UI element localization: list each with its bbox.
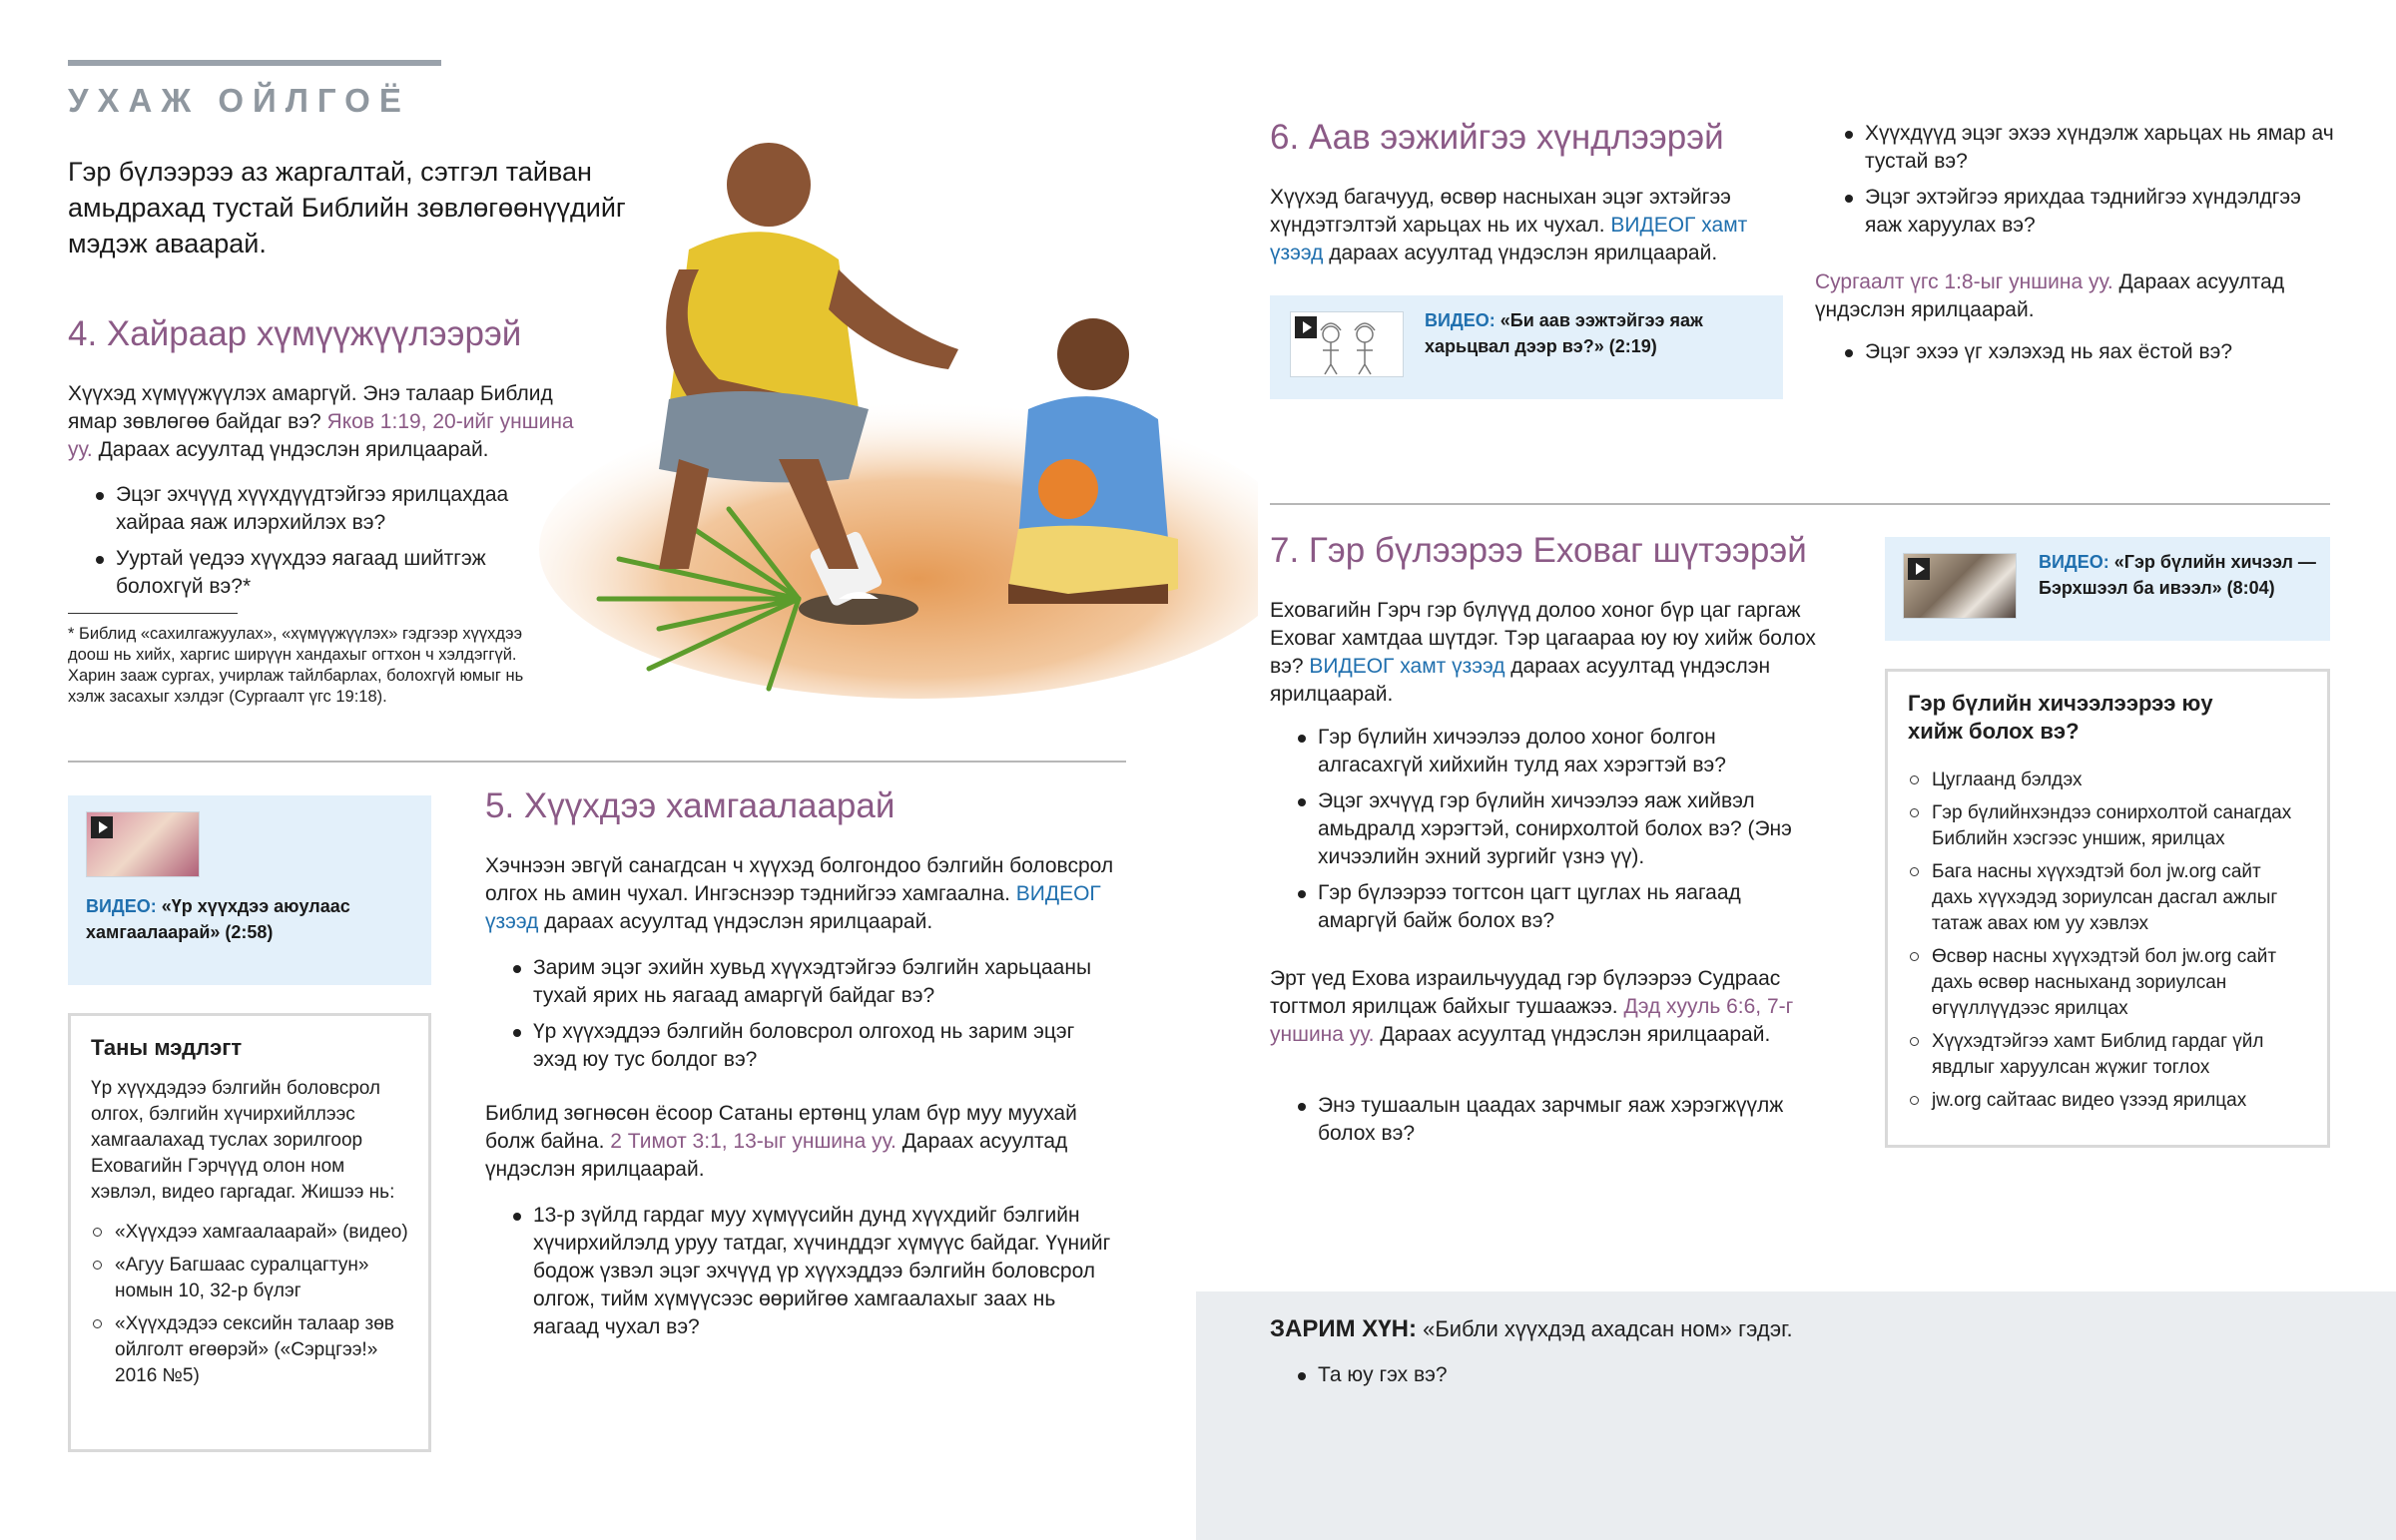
section-4-heading: 4. Хайраар хүмүүжүүлээрэй	[68, 314, 522, 353]
video-label: ВИДЕО:	[1425, 310, 1496, 330]
knowledge-box-title: Таны мэдлэгт	[91, 1035, 243, 1060]
list-item: Хүүхэдтэйгээ хамт Библид гардаг үйл явдлыг харуулсан жүжиг тоглох	[1908, 1029, 2307, 1081]
s5-text-b: дараах асуултад үндэслэн ярилцаарай.	[538, 910, 933, 933]
s7-text-b: дараах асуултад үндэслэн ярилцаарай.	[1270, 655, 1771, 706]
some-say-label: ЗАРИМ ХҮН:	[1270, 1315, 1417, 1342]
list-item: Хүүхдүүд эцэг эхээ хүндэлж харьцах нь ямар ач тустай вэ?	[1839, 120, 2338, 176]
s5-text-a: Хэчнээн эвгүй санагдсан ч хүүхэд болгондоо бэлгийн боловсрол олгох нь амин чухал. Ингэснээр тэднийгээ хамгаална.	[485, 854, 1114, 905]
section-6-heading: 6. Аав ээжийгээ хүндлээрэй	[1270, 118, 1724, 157]
knowledge-box-list	[91, 1220, 410, 1396]
video-thumbnail[interactable]	[1290, 311, 1404, 377]
family-study-box	[1885, 669, 2330, 1148]
s5-scripture-link[interactable]: 2 Тимот 3:1, 13-ыг уншина уу.	[610, 1130, 897, 1153]
list-item: Үр хүүхэддээ бэлгийн боловсрол олгоход нь зарим эцэг эхэд юу тус болдог вэ?	[507, 1018, 1106, 1074]
list-item: Зарим эцэг эхийн хувьд хүүхэдтэйгээ бэлгийн харьцааны тухай ярих нь яагаад амаргүй байдаг вэ?	[507, 954, 1106, 1010]
section-4-questions	[90, 481, 569, 609]
section-6-questions-1	[1839, 120, 2338, 248]
video-title: «Би аав ээжтэйгээ яаж харьцвал дээр вэ?» (2:19)	[1425, 310, 1703, 356]
footnote: * Библид «сахилгажуулах», «хүмүүжүүлэх» гэдгээр хүүхдээ доош нь хийх, харгис ширүүн хандахыг огтхон ч хэлдэггүй. Харин зааж сургах, учирлаж тайлбарлах, болохгүй юмыг нь хэлж засахыг хэлдэг (Сургаалт үгс 19:18).	[68, 625, 524, 706]
section-7-heading: 7. Гэр бүлээрээ Еховаг шүтээрэй	[1270, 531, 1807, 570]
section-5-questions-2	[507, 1202, 1126, 1349]
family-study-box-title: Гэр бүлийн хичээлээрээ юу хийж болох вэ?	[1908, 691, 2213, 744]
section-5-questions-1	[507, 954, 1106, 1082]
intro-text: Гэр бүлээрээ аз жаргалтай, сэтгэл тайван амьдрахад тустай Библийн зөвлөгөөнүүдийг мэдэж аваарай.	[68, 157, 626, 258]
s7-text-d: Дараах асуултад үндэслэн ярилцаарай.	[1374, 1023, 1771, 1046]
list-item: «Хүүхдээ хамгаалаарай» (видео)	[91, 1220, 410, 1246]
s6-text-a: Хүүхэд багачууд, өсвөр насныхан эцэг эхтэйгээ хүндэтгэлтэй харьцах нь их чухал.	[1270, 186, 1731, 237]
list-item: Эцэг эхтэйгээ ярихдаа тэднийгээ хүндэлдгээ яаж харуулах вэ?	[1839, 184, 2338, 240]
video-family-worship[interactable]	[1885, 537, 2330, 641]
s7-text-a: Еховагийн Гэрч гэр бүлүүд долоо хоног бүр цаг гаргаж Еховаг хамтдаа шүтдэг. Тэр цагаараа юу юу хийж болох вэ?	[1270, 599, 1816, 678]
s5-text-d: Дараах асуултад үндэслэн ярилцаарай.	[485, 1130, 1068, 1181]
video-title: «Үр хүүхдээ аюулаас хамгаалаарай» (2:58)	[86, 896, 350, 942]
family-study-list	[1908, 768, 2307, 1121]
some-say-questions	[1292, 1361, 1891, 1397]
video-protect-children[interactable]	[68, 795, 431, 985]
list-item: jw.org сайтаас видео үзээд ярилцах	[1908, 1088, 2307, 1114]
page-title: УХАЖ ОЙЛГОЁ	[68, 82, 410, 119]
video-thumbnail[interactable]	[1903, 553, 2017, 619]
section-5-paragraph-1	[485, 852, 1124, 936]
list-item: Өсвөр насны хүүхэдтэй бол jw.org сайт дахь өсвөр насныханд зориулсан өгүүллүүдээс ярилцах	[1908, 944, 2307, 1022]
some-say-panel	[1196, 1291, 2396, 1540]
s5-text-c: Библид зөгнөсөн ёсоор Сатаны ертөнц улам бүр муу муухай болж байна.	[485, 1102, 1077, 1153]
some-say-text	[1270, 1315, 2268, 1343]
list-item: Эцэг эхээ үг хэлэхэд нь яах ёстой вэ?	[1839, 338, 2338, 366]
list-item: Гэр бүлээрээ тогтсон цагт цуглах нь яагаад амаргүй байж болох вэ?	[1292, 879, 1811, 935]
play-icon[interactable]	[1908, 558, 1930, 580]
footnote-rule	[68, 613, 238, 614]
s6-video-link[interactable]: ВИДЕОГ хамт үзээд	[1270, 214, 1748, 264]
knowledge-box	[68, 1013, 431, 1452]
video-label: ВИДЕО:	[86, 896, 157, 916]
list-item: Гэр бүлийн хичээлээ долоо хоног болгон алгасахгүй хийхийн тулд яах хэрэгтэй вэ?	[1292, 724, 1811, 779]
s4-text-b: Дараах асуултад үндэслэн ярилцаарай.	[92, 438, 489, 461]
list-item: Ууртай үедээ хүүхдээ яагаад шийтгэж болохгүй вэ?*	[90, 545, 569, 601]
list-item: «Хүүхдэдээ сексийн талаар зөв ойлголт өгөөрэй» («Сэрцгээ!» 2016 №5)	[91, 1311, 410, 1389]
video-caption	[2039, 549, 2318, 601]
section-6-paragraph-2	[1815, 268, 2334, 324]
s7-text-c: Эрт үед Ехова израильчуудад гэр бүлээрээ Судраас тогтмол ярилцаж байхыг тушаажээ.	[1270, 967, 1781, 1018]
list-item: Эцэг эхчүүд гэр бүлийн хичээлээ яаж хийвэл амьдралд хэрэгтэй, сонирхолтой болох вэ? (Энэ хичээлийн эхний зургийг үзнэ үү).	[1292, 787, 1811, 871]
section-5-heading: 5. Хүүхдээ хамгаалаарай	[485, 786, 896, 825]
s4-scripture-link[interactable]: Яков 1:19, 20-ийг уншина уу.	[68, 410, 574, 461]
s5-video-link[interactable]: ВИДЕОГ үзээд	[485, 882, 1101, 933]
divider-right	[1270, 503, 2330, 505]
video-caption	[1425, 307, 1764, 359]
list-item: «Агуу Багшаас суралцагтун» номын 10, 32-р бүлэг	[91, 1253, 410, 1304]
list-item: Гэр бүлийнхэндээ сонирхолтой санагдах Библийн хэсгээс уншиж, ярилцах	[1908, 800, 2307, 852]
section-6-questions-2	[1839, 338, 2338, 374]
s6-text-c: Дараах асуултад үндэслэн ярилцаарай.	[1815, 270, 2285, 321]
video-label: ВИДЕО:	[2039, 552, 2109, 572]
s7-video-link[interactable]: ВИДЕОГ хамт үзээд	[1309, 655, 1505, 678]
list-item: Цуглаанд бэлдэх	[1908, 768, 2307, 793]
s7-scripture-link[interactable]: Дэд хууль 6:6, 7-г уншина уу.	[1270, 995, 1794, 1046]
video-title: «Гэр бүлийн хичээл —Бэрхшээл ба ивээл» (8:04)	[2039, 552, 2316, 598]
header-rule	[68, 60, 441, 66]
list-item: Та юу гэх вэ?	[1292, 1361, 1891, 1389]
section-6-paragraph-1	[1270, 184, 1789, 267]
video-caption	[86, 893, 415, 945]
list-item: 13-р зүйлд гардаг муу хүмүүсийн дунд хүүхдийг бэлгийн хүчирхийлэлд уруу татдаг, хүчинддэг хүмүүс байдаг. Үүнийг бодож үзвэл эцэг эхчүүд үр хүүхэддээ бэлгийн боловсрол олгож, тийм хүмүүсээс өөрийгөө хамгаалахыг заах нь яагаад чухал вэ?	[507, 1202, 1126, 1341]
divider-left	[68, 761, 1126, 763]
section-4-paragraph	[68, 380, 597, 464]
s6-scripture-link[interactable]: Сургаалт үгс 1:8-ыг уншина уу.	[1815, 270, 2113, 293]
video-respect-parents[interactable]	[1270, 295, 1783, 399]
video-thumbnail[interactable]	[86, 811, 200, 877]
section-7-questions-1	[1292, 724, 1811, 943]
section-5-paragraph-2	[485, 1100, 1124, 1184]
list-item: Бага насны хүүхэдтэй бол jw.org сайт дахь хүүхэдэд зориулсан дасгал ажлыг татаж авах юм уу хэвлэх	[1908, 859, 2307, 937]
section-7-paragraph-2	[1270, 965, 1839, 1049]
list-item: Эцэг эхчүүд хүүхдүүдтэйгээ ярилцахдаа хайраа яаж илэрхийлэх вэ?	[90, 481, 569, 537]
section-7-questions-2	[1292, 1092, 1811, 1156]
section-7-paragraph-1	[1270, 597, 1839, 709]
s4-text-a: Хүүхэд хүмүүжүүлэх амаргүй. Энэ талаар Библид ямар зөвлөгөө байдаг вэ?	[68, 382, 553, 433]
some-say-quote: «Библи хүүхдэд ахадсан ном» гэдэг.	[1416, 1316, 1793, 1341]
s6-text-b: дараах асуултад үндэслэн ярилцаарай.	[1323, 242, 1718, 264]
list-item: Энэ тушаалын цаадах зарчмыг яаж хэрэгжүүлж болох вэ?	[1292, 1092, 1811, 1148]
illustration-father-son	[539, 130, 1258, 719]
play-icon[interactable]	[91, 816, 113, 838]
knowledge-box-text: Үр хүүхдэдээ бэлгийн боловсрол олгох, бэлгийн хүчирхийллээс хамгаалахад туслах зорилгоор Еховагийн Гэрчүүд олон ном хэвлэл, видео гаргадаг. Жишээ нь:	[91, 1078, 395, 1203]
sketch-figures-icon	[1291, 312, 1404, 377]
